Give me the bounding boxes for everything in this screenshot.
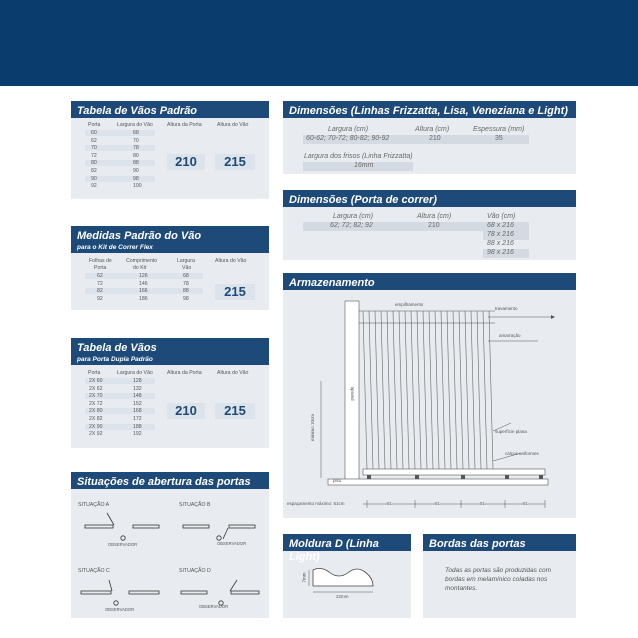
door-panel-line <box>465 311 469 469</box>
situacao-d-label: SITUAÇÃO D <box>179 568 211 574</box>
door-panel-line <box>447 311 451 469</box>
frisos-value: 16mm <box>354 162 374 169</box>
col-altura-porta: Altura da Porta <box>167 122 202 128</box>
vao-value: 88 x 216 <box>487 240 514 247</box>
altura-value: 210 <box>429 135 441 142</box>
dupla-subtitle: para Porta Dupla Padrão <box>77 356 153 363</box>
dupla-altura-porta-value: 210 <box>167 403 205 419</box>
medida-4: 51 <box>523 501 529 506</box>
porta-cell: 60 <box>91 130 97 136</box>
observador-b: OBSERVADOR <box>217 541 247 546</box>
vaos-padrao-title: Tabela de Vãos Padrão <box>71 101 269 118</box>
dimensoes-panel <box>283 101 576 174</box>
observador-a: OBSERVADOR <box>108 542 138 547</box>
parede-label: parede <box>349 386 355 401</box>
porta-cell: 2X 80 <box>89 408 103 415</box>
dupla-header <box>71 338 269 365</box>
comprimento-cell: 146 <box>139 280 148 287</box>
largura-cell: 188 <box>133 423 142 430</box>
porta-cell: 82 <box>91 168 97 174</box>
door-panel-line <box>477 311 481 469</box>
comprimento-cell: 186 <box>139 295 148 302</box>
moldura-altura: 7mm <box>301 572 307 583</box>
altura-vao-value: 215 <box>215 154 255 170</box>
bordas-panel <box>423 534 576 618</box>
medida-3: 51 <box>480 501 486 506</box>
vao-value: 68 x 216 <box>487 222 514 229</box>
dupla-altura-vao-value: 215 <box>215 403 255 419</box>
largura-label: Largura (cm) <box>328 126 369 133</box>
largura-cell: 100 <box>133 183 142 190</box>
door-panel-line <box>423 311 427 469</box>
largura-cell: 192 <box>133 431 142 438</box>
porta-cell: 62 <box>91 137 97 144</box>
largura-cell: 128 <box>133 378 142 384</box>
espacamento-label: espaçamento máximo: 51cm <box>287 501 345 506</box>
comprimento-cell: 126 <box>139 273 148 279</box>
col-largura: Largura do Vão <box>117 370 153 376</box>
bordas-description: Todas as portas são produzidas com bordas em melamínico coladas nos montantes. <box>445 567 551 592</box>
moldura-largura: 22mm <box>336 594 349 599</box>
kit-correr-header <box>71 226 269 253</box>
largura-cell: 70 <box>133 137 139 144</box>
largura-cell: 80 <box>133 152 139 159</box>
superficie-label: superfície plana <box>495 429 527 434</box>
kit-correr-panel <box>71 226 269 310</box>
kit-altura-vao-value: 215 <box>215 284 255 300</box>
largura-cell: 168 <box>133 408 142 415</box>
moldura-panel <box>283 534 411 618</box>
door-panel-line <box>441 311 445 469</box>
bordas-title: Bordas das portas <box>423 534 576 551</box>
largura-vao-cell: 78 <box>183 280 189 287</box>
empilhamento-label: empilhamento <box>395 302 424 307</box>
porta-cell: 2X 90 <box>89 423 103 430</box>
dimensoes-title: Dimensões (Linhas Frizzatta, Lisa, Veneziana e Light) <box>283 101 576 118</box>
door-panel-line <box>411 311 415 469</box>
door-panel-line <box>459 311 463 469</box>
kit-correr-subtitle: para o Kit de Correr Flex <box>77 244 153 251</box>
col-altura-vao: Altura do Vão <box>217 370 249 376</box>
espessura-label: Espessura (mm) <box>473 126 525 133</box>
door-panel-line <box>417 311 421 469</box>
largura-value: 60-62; 70-72; 80-82; 90-92 <box>306 135 390 142</box>
minimo-label: mínimo 10cm <box>310 413 316 442</box>
door-panel-line <box>471 311 475 469</box>
door-panel-line <box>381 311 385 469</box>
situacoes-title: Situações de abertura das portas <box>71 472 269 489</box>
col-folhas-2: Porta <box>94 265 107 271</box>
largura-cell: 88 <box>133 160 139 167</box>
observador-c: OBSERVADOR <box>105 607 135 612</box>
porta-cell: 92 <box>91 183 97 190</box>
largura-cell: 98 <box>133 175 139 182</box>
door-panel-line <box>399 311 403 469</box>
calcos-label: calços uniformes <box>505 451 539 456</box>
espessura-value: 35 <box>495 135 503 142</box>
situacao-c-label: SITUAÇÃO C <box>78 568 110 574</box>
amarracao-label: amarração <box>499 333 521 338</box>
dupla-panel <box>71 338 269 448</box>
correr-title: Dimensões (Porta de correr) <box>283 190 576 207</box>
porta-cell: 2X 92 <box>89 431 103 438</box>
col-altura-vao: Altura do Vão <box>217 122 249 128</box>
door-panel-line <box>483 311 487 469</box>
folhas-cell: 62 <box>97 273 103 279</box>
armazenamento-panel <box>283 273 576 518</box>
situacao-a-label: SITUAÇÃO A <box>78 502 110 508</box>
largura-vao-cell: 88 <box>183 288 189 295</box>
col-larg-1: Largura <box>177 258 195 264</box>
door-panel-line <box>429 311 433 469</box>
header-band <box>0 0 638 86</box>
col-porta: Porta <box>88 370 101 376</box>
folhas-cell: 72 <box>97 280 103 287</box>
largura-cell: 78 <box>133 145 139 152</box>
vao-value: 98 x 216 <box>487 249 514 256</box>
situacoes-panel <box>71 472 269 618</box>
col-largura: Largura do Vão <box>117 122 153 128</box>
porta-cell: 2X 72 <box>89 400 103 407</box>
kit-correr-title: Medidas Padrão do Vão <box>77 230 202 242</box>
door-panel-line <box>387 311 391 469</box>
col-folhas-1: Folhas de <box>89 258 112 264</box>
porta-cell: 90 <box>91 175 97 182</box>
medida-2: 51 <box>435 501 441 506</box>
largura-vao-cell: 98 <box>183 295 189 302</box>
porta-cell: 2X 62 <box>89 385 103 392</box>
col-altura-porta: Altura da Porta <box>167 370 202 376</box>
col-comp-2: do Kit <box>133 265 147 271</box>
col-comp-1: Comprimento <box>126 258 158 264</box>
vaos-padrao-panel <box>71 101 269 199</box>
door-panel-line <box>435 311 439 469</box>
porta-cell: 2X 60 <box>89 378 103 384</box>
door-panel-line <box>363 311 367 469</box>
piso-label: piso <box>333 478 342 483</box>
porta-cell: 72 <box>91 152 97 159</box>
vao-value: 78 x 216 <box>487 231 514 238</box>
correr-largura-label: Largura (cm) <box>333 213 374 220</box>
largura-cell: 132 <box>133 385 142 392</box>
largura-cell: 90 <box>133 168 139 174</box>
correr-altura-value: 210 <box>428 222 440 229</box>
door-panel-line <box>369 311 373 469</box>
armazenamento-diagram <box>283 273 576 518</box>
door-panel-line <box>453 311 457 469</box>
medida-1: 51 <box>387 501 393 506</box>
largura-cell: 152 <box>133 400 142 407</box>
largura-cell: 172 <box>133 416 142 422</box>
door-panel-line <box>393 311 397 469</box>
porta-cell: 70 <box>91 145 97 152</box>
door-panel-line <box>489 311 493 469</box>
largura-vao-cell: 68 <box>183 273 189 279</box>
armazenamento-title: Armazenamento <box>283 273 576 290</box>
col-porta: Porta <box>88 122 101 128</box>
moldura-title: Moldura D (Linha Light) <box>283 534 411 551</box>
door-panel-line <box>405 311 409 469</box>
comprimento-cell: 166 <box>139 288 148 295</box>
porta-cell: 2X 82 <box>89 416 103 422</box>
col-altura-vao: Altura do Vão <box>215 258 247 264</box>
frisos-label: Largura dos frisos (Linha Frizzatta) <box>304 153 413 160</box>
dupla-title: Tabela de Vãos <box>77 342 157 354</box>
col-larg-2: Vão <box>182 265 192 271</box>
correr-panel <box>283 190 576 260</box>
largura-cell: 148 <box>133 393 142 400</box>
altura-label: Altura (cm) <box>415 126 450 133</box>
correr-vao-label: Vão (cm) <box>487 213 516 220</box>
door-panel-line <box>375 311 379 469</box>
largura-cell: 68 <box>133 130 139 136</box>
correr-altura-label: Altura (cm) <box>417 213 452 220</box>
travamento-label: travamento <box>495 306 518 311</box>
correr-largura-value: 62; 72; 82; 92 <box>330 222 373 229</box>
situacao-b-label: SITUAÇÃO B <box>179 502 211 508</box>
porta-cell: 2X 70 <box>89 393 103 400</box>
folhas-cell: 92 <box>97 295 103 302</box>
altura-porta-value: 210 <box>167 154 205 170</box>
observador-d: OBSERVADOR <box>199 604 229 609</box>
porta-cell: 80 <box>91 160 97 167</box>
folhas-cell: 82 <box>97 288 103 295</box>
